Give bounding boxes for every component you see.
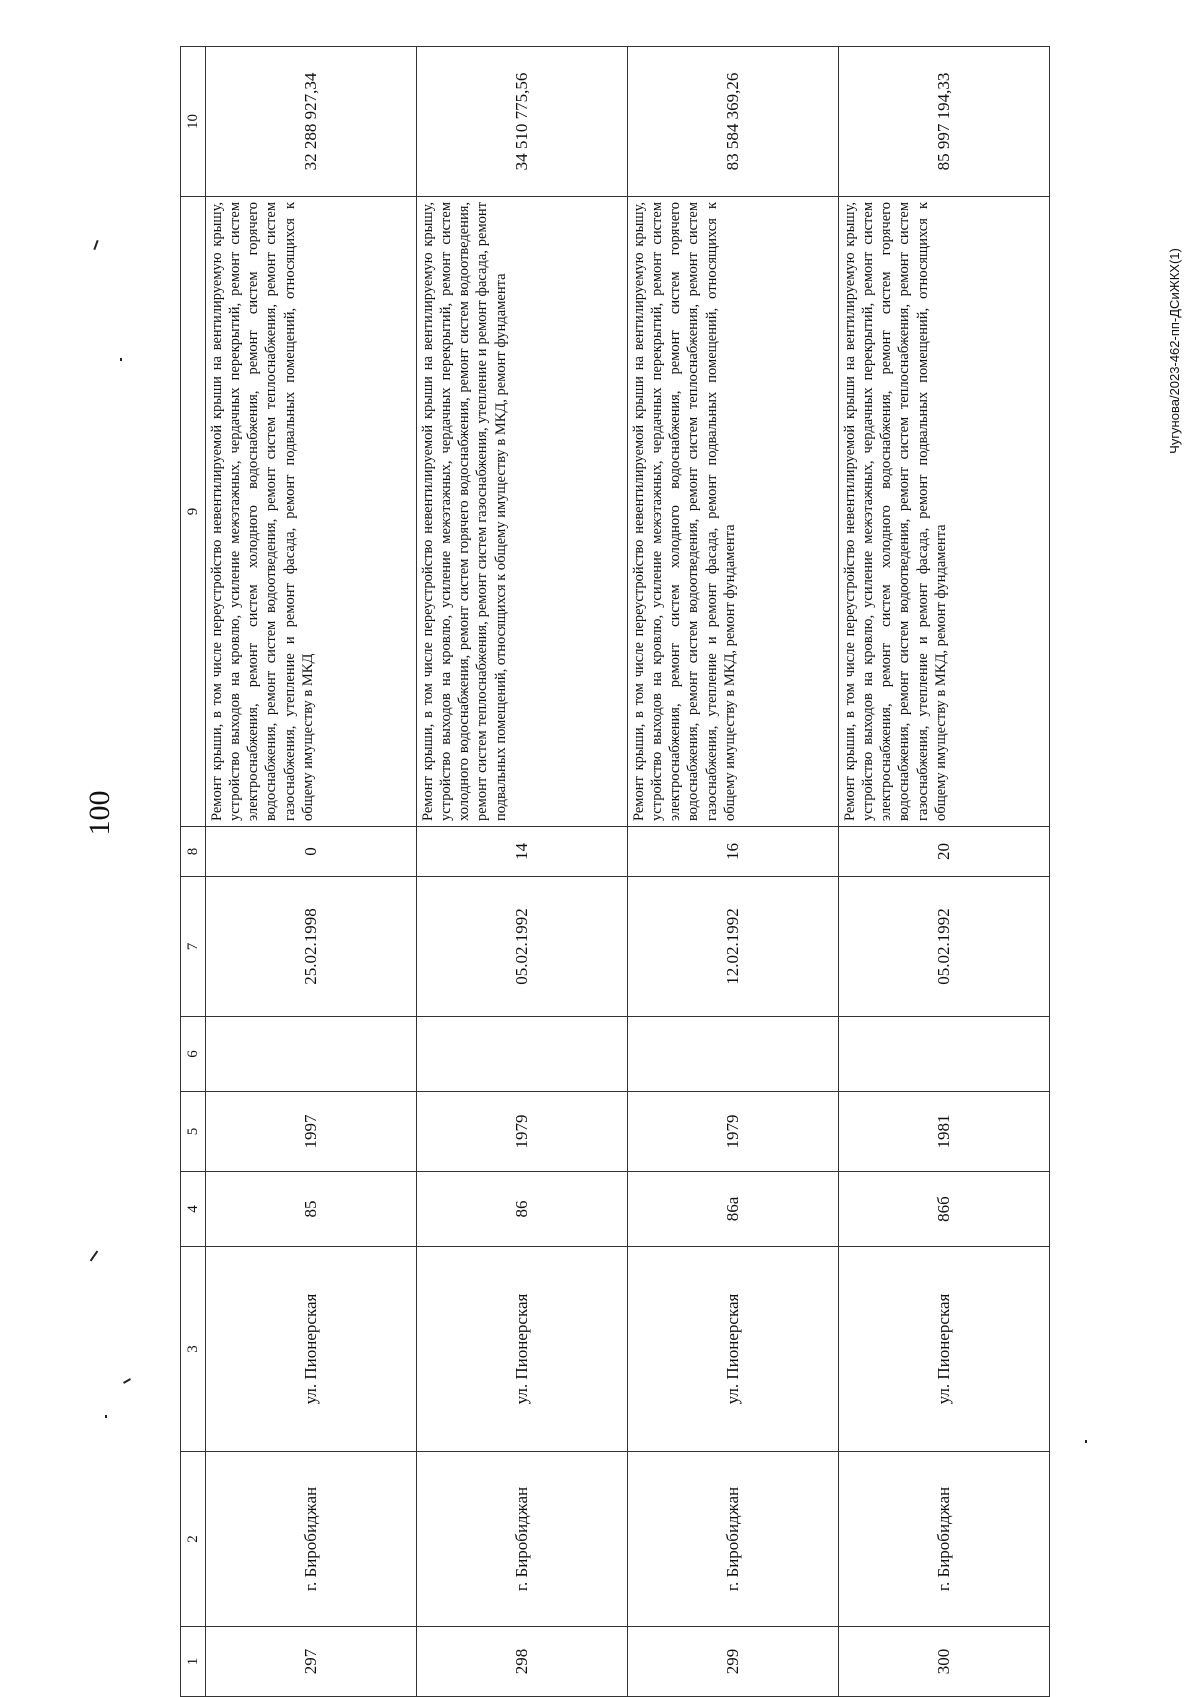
work-description-cell: Ремонт крыши, в том числе переустройство невентилируемой крыши на вентилируемую крышу, устройство выходов на кровлю, усиление межэтажных, чердачных перекрытий, ремонт систем электроснабжения, ремонт систем холодного водоснабжения, ремонт систем горячего водоснабжения, ремонт систем водоотведения, ремонт систем теплоснабжения, ремонт систем газоснабжения, утепление и ремонт фасада, ремонт подвальных помещений, относящихся к общему имуществу в МКД [206,197,417,827]
house-cell: 86 [417,1172,628,1247]
page-number: 100 [83,790,116,836]
table-row [628,47,839,1697]
scan-mark [90,1251,99,1262]
column-header: 3 [181,1247,206,1452]
column-header: 10 [181,47,206,197]
scan-mark [123,1378,131,1384]
year-cell: 1997 [206,1092,417,1172]
col8-cell: 14 [417,827,628,877]
col6-cell [206,1017,417,1092]
column-header: 9 [181,197,206,827]
row-number: 299 [628,1627,839,1697]
column-header: 8 [181,827,206,877]
row-number: 297 [206,1627,417,1697]
repair-program-table [180,46,1050,1697]
date-cell: 05.02.1992 [417,877,628,1017]
table-row [839,47,1050,1697]
work-description-cell: Ремонт крыши, в том числе переустройство невентилируемой крыши на вентилируемую крышу, устройство выходов на кровлю, усиление межэтажных, чердачных перекрытий, ремонт систем электроснабжения, ремонт систем холодного водоснабжения, ремонт систем горячего водоснабжения, ремонт систем водоотведения, ремонт систем теплоснабжения, ремонт систем газоснабжения, утепление и ремонт фасада, ремонт подвальных помещений, относящихся к общему имуществу в МКД, ремонт фундамента [839,197,1050,827]
row-number: 300 [839,1627,1050,1697]
scan-mark [120,358,122,361]
col6-cell [839,1017,1050,1092]
city-cell: г. Биробиджан [839,1452,1050,1627]
column-header: 1 [181,1627,206,1697]
col6-cell [417,1017,628,1092]
scan-mark [93,240,98,250]
col8-cell: 0 [206,827,417,877]
house-cell: 86а [628,1172,839,1247]
work-description-cell: Ремонт крыши, в том числе переустройство невентилируемой крыши на вентилируемую крышу, устройство выходов на кровлю, усиление межэтажных, чердачных перекрытий, ремонт систем холодного водоснабжения, ремонт систем горячего водоснабжения, ремонт систем водоотведения, ремонт систем теплоснабжения, ремонт систем газоснабжения, утепление и ремонт фасада, ремонт подвальных помещений, относящихся к общему имуществу в МКД, ремонт фундамента [417,197,628,827]
street-cell: ул. Пионерская [206,1247,417,1452]
scan-mark [105,1415,107,1418]
row-number: 298 [417,1627,628,1697]
year-cell: 1979 [417,1092,628,1172]
col8-cell: 20 [839,827,1050,877]
table-row [206,47,417,1697]
house-cell: 85 [206,1172,417,1247]
table-row [417,47,628,1697]
col8-cell: 16 [628,827,839,877]
street-cell: ул. Пионерская [628,1247,839,1452]
cost-cell: 32 288 927,34 [206,47,417,197]
rotated-table-wrapper [180,46,1050,1697]
house-cell: 86б [839,1172,1050,1247]
year-cell: 1979 [628,1092,839,1172]
cost-cell: 34 510 775,56 [417,47,628,197]
year-cell: 1981 [839,1092,1050,1172]
date-cell: 25.02.1998 [206,877,417,1017]
column-header: 4 [181,1172,206,1247]
city-cell: г. Биробиджан [417,1452,628,1627]
street-cell: ул. Пионерская [839,1247,1050,1452]
date-cell: 12.02.1992 [628,877,839,1017]
scan-mark [1085,1440,1087,1443]
column-header: 7 [181,877,206,1017]
col6-cell [628,1017,839,1092]
city-cell: г. Биробиджан [206,1452,417,1627]
work-description-cell: Ремонт крыши, в том числе переустройство невентилируемой крыши на вентилируемую крышу, устройство выходов на кровлю, усиление межэтажных, чердачных перекрытий, ремонт систем электроснабжения, ремонт систем холодного водоснабжения, ремонт систем горячего водоснабжения, ремонт систем водоотведения, ремонт систем теплоснабжения, ремонт систем газоснабжения, утепление и ремонт фасада, ремонт подвальных помещений, относящихся к общему имуществу в МКД, ремонт фундамента [628,197,839,827]
cost-cell: 83 584 369,26 [628,47,839,197]
cost-cell: 85 997 194,33 [839,47,1050,197]
column-header: 6 [181,1017,206,1092]
column-number-row [181,47,206,1697]
city-cell: г. Биробиджан [628,1452,839,1627]
date-cell: 05.02.1992 [839,877,1050,1017]
column-header: 2 [181,1452,206,1627]
document-footer-id: Чугунова/2023-462-пп-ДСиЖКХ(1) [1167,248,1182,454]
street-cell: ул. Пионерская [417,1247,628,1452]
column-header: 5 [181,1092,206,1172]
